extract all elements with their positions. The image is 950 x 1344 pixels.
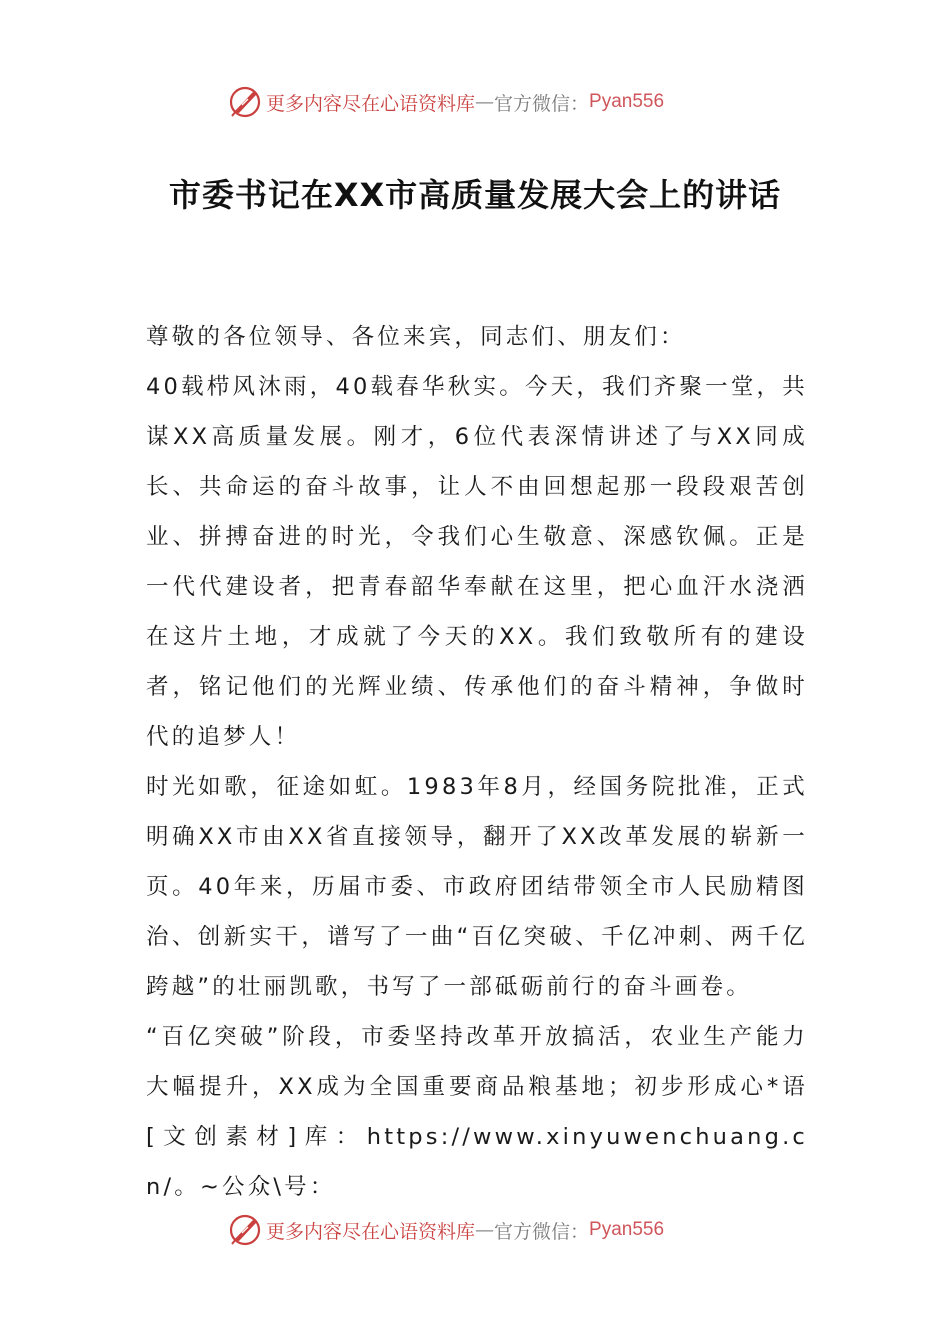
watermark-contact-label: 官方微信： xyxy=(494,1220,590,1243)
watermark-separator: — xyxy=(475,91,495,113)
watermark-brand: 更多内容尽在心语资料库 xyxy=(266,92,476,115)
watermark-separator: — xyxy=(475,1219,495,1241)
paragraph-salutation: 尊敬的各位领导、各位来宾，同志们、朋友们： xyxy=(146,324,686,350)
watermark-contact-id: Pyan556 xyxy=(589,1219,665,1240)
quill-pen-circle-icon xyxy=(228,85,262,119)
watermark-contact-id: Pyan556 xyxy=(589,91,665,112)
quill-pen-circle-icon xyxy=(228,1213,262,1247)
paragraph: “百亿突破”阶段，市委坚持改革开放搞活，农业生产能力大幅提升，XX成为全国重要商品粮基地；初步形成心*语[文创素材]库：https://www.xinyuwenchuang.cn/。~公众\号： xyxy=(146,1024,808,1200)
paragraph: 时光如歌，征途如虹。1983年8月，经国务院批准，正式明确XX市由XX省直接领导，翻开了XX改革发展的崭新一页。40年来，历届市委、市政府团结带领全市人民励精图治、创新实干，谱写了一曲“百亿突破、千亿冲刺、两千亿跨越”的壮丽凯歌，书写了一部砥砺前行的奋斗画卷。 xyxy=(146,774,808,1000)
watermark-contact-label: 官方微信： xyxy=(494,92,590,115)
document-body xyxy=(146,312,808,1212)
document-title: 市委书记在XX市高质量发展大会上的讲话 xyxy=(168,176,782,214)
watermark-brand: 更多内容尽在心语资料库 xyxy=(266,1220,476,1243)
footer-watermark xyxy=(228,1210,664,1250)
header-watermark xyxy=(228,82,664,122)
paragraph: 40载栉风沐雨，40载春华秋实。今天，我们齐聚一堂，共谋XX高质量发展。刚才，6位代表深情讲述了与XX同成长、共命运的奋斗故事，让人不由回想起那一段段艰苦创业、拼搏奋进的时光，令我们心生敬意、深感钦佩。正是一代代建设者，把青春韶华奉献在这里，把心血汗水浇洒在这片土地，才成就了今天的XX。我们致敬所有的建设者，铭记他们的光辉业绩、传承他们的奋斗精神，争做时代的追梦人！ xyxy=(146,374,808,750)
